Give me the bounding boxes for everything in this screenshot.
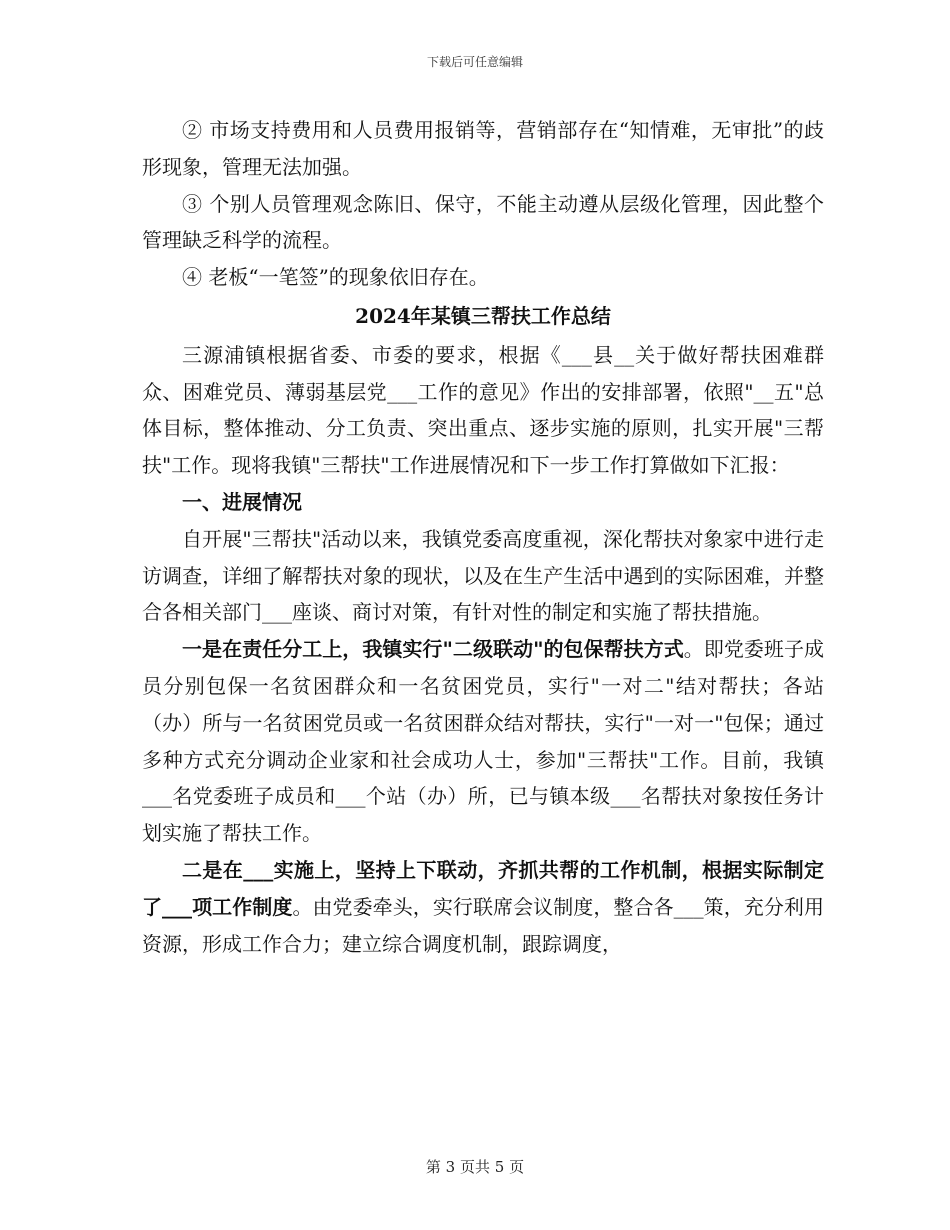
point-1-paragraph [142,631,824,852]
point-2-paragraph [142,852,824,962]
page-header: 下载后可任意编辑 [426,55,523,69]
list-item-3: ③ 个别人员管理观念陈旧、保守，不能主动遵从层级化管理，因此整个管理缺乏科学的流程。 [142,191,824,253]
point-1-lead: 一是在责任分工上，我镇实行"二级联动"的包保帮扶方式 [182,637,684,662]
subheading-progress: 一、进展情况 [182,489,302,514]
section-title: 2024年某镇三帮扶工作总结 [355,303,611,328]
document-body [142,112,824,962]
list-item-2: ② 市场支持费用和人员费用报销等，营销部存在“知情难，无审批”的歧形现象，管理无法加强。 [142,118,824,179]
list-item-4: ④ 老板“一笔签”的现象依旧存在。 [182,265,489,290]
progress-paragraph: 自开展"三帮扶"活动以来，我镇党委高度重视，深化帮扶对象家中进行走访调查，详细了解帮扶对象的现状，以及在生产生活中遇到的实际困难，并整合各相关部门___座谈、商讨对策，有针对性的制定和实施了帮扶措施。 [142,526,824,625]
point-2-lead: 二是在___实施上，坚持上下联动，齐抓共帮的工作机制，根据实际制定了___项工作制度 [142,857,824,919]
point-1-body: 。即党委班子成员分别包保一名贫困群众和一名贫困党员，实行"一对二"结对帮扶；各站（办）所与一名贫困党员或一名贫困群众结对帮扶，实行"一对一"包保；通过多种方式充分调动企业家和社会成功人士，参加"三帮扶"工作。目前，我镇___名党委班子成员和___个站（办）所，已与镇本级___名帮扶对象按任务计划实施了帮扶工作。 [142,637,824,846]
intro-paragraph: 三源浦镇根据省委、市委的要求，根据《___县__关于做好帮扶困难群众、困难党员、薄弱基层党___工作的意见》作出的安排部署，依照"__五"总体目标，整体推动、分工负责、突出重点、逐步实施的原则，扎实开展"三帮扶"工作。现将我镇"三帮扶"工作进展情况和下一步工作打算做如下汇报： [142,342,824,478]
page-footer: 第 3 页共 5 页 [425,1158,525,1176]
point-2-body: 。由党委牵头，实行联席会议制度，整合各___策，充分利用资源，形成工作合力；建立综合调度机制，跟踪调度， [142,894,824,956]
